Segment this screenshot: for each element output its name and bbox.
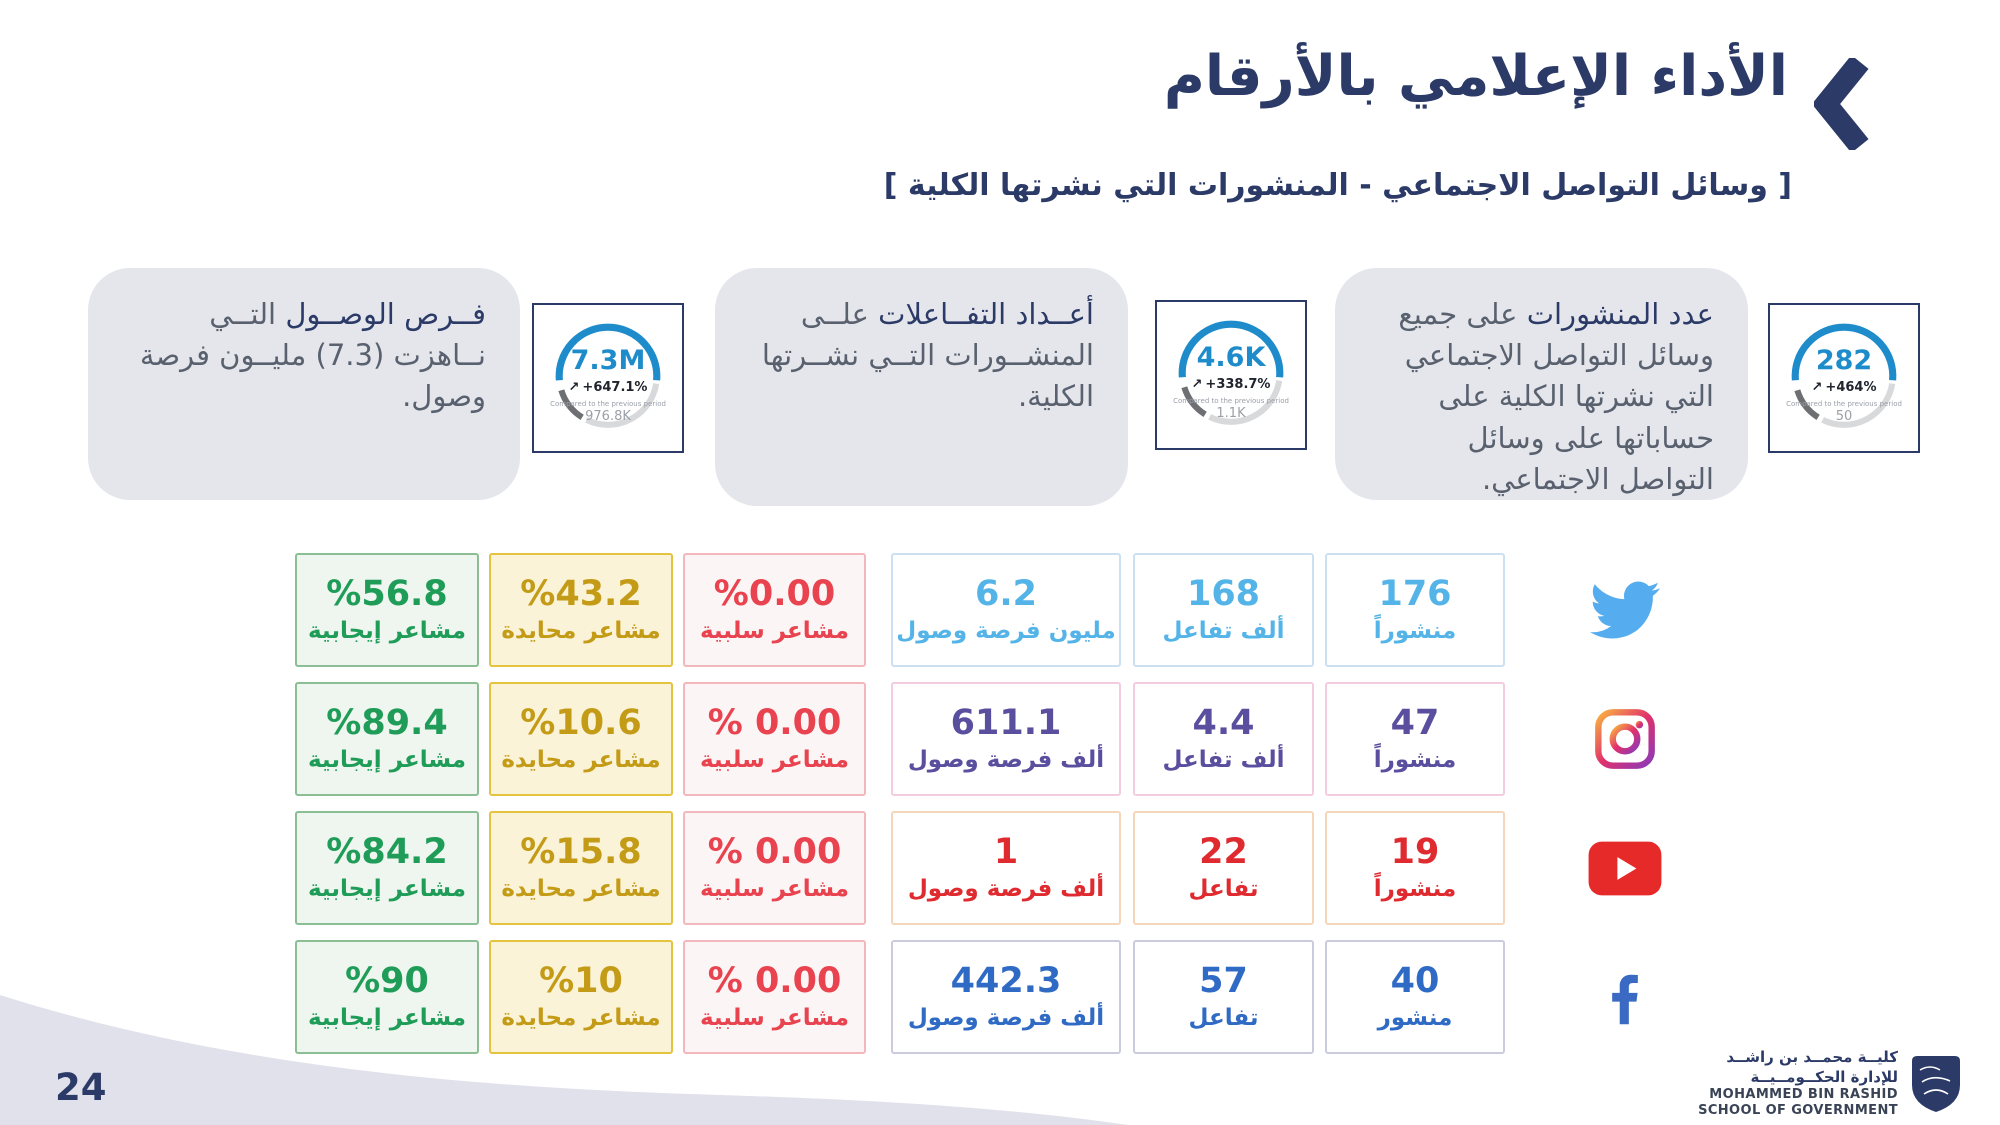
neutral-value: %10.6: [520, 703, 642, 743]
reach-gauge-change-value: +647.1%: [582, 380, 648, 395]
reach-value: 611.1: [950, 703, 1062, 743]
twitter-negative-card: [683, 553, 866, 667]
interactions-summary-body: علــى المنشــورات التــي نشــرتها الكلية.: [761, 297, 1094, 414]
interactions-gauge-previous: 1.1K: [1216, 406, 1246, 421]
logo-arabic-line2: للإدارة الحكــومــيــة: [1750, 1067, 1898, 1086]
trend-up-icon: ↗: [1191, 377, 1203, 392]
posts-gauge-change: [1812, 381, 1877, 394]
posts-label: منشوراً: [1373, 618, 1457, 644]
negative-value: % 0.00: [707, 703, 842, 743]
interactions-gauge-value: 4.6K: [1196, 342, 1266, 373]
logo-english-line1: MOHAMMED BIN RASHID: [1709, 1087, 1898, 1102]
youtube-positive-card: [295, 811, 479, 925]
logo-arabic-line1: كليــة محمــد بن راشــد: [1726, 1048, 1898, 1066]
negative-label: مشاعر سلبية: [699, 1005, 850, 1031]
facebook-interactions-card: [1133, 940, 1314, 1054]
reach-value: 1: [993, 832, 1019, 872]
posts-summary-box: [1335, 268, 1748, 500]
posts-label: منشوراً: [1373, 747, 1457, 773]
negative-value: % 0.00: [707, 832, 842, 872]
interactions-label: ألف تفاعل: [1162, 618, 1285, 644]
interactions-value: 168: [1186, 574, 1261, 614]
reach-value: 6.2: [974, 574, 1037, 614]
negative-label: مشاعر سلبية: [699, 618, 850, 644]
posts-summary-text: [1369, 294, 1714, 500]
instagram-icon: [1572, 682, 1678, 796]
interactions-summary-box: [715, 268, 1128, 506]
positive-label: مشاعر إيجابية: [307, 1005, 466, 1031]
interactions-label: ألف تفاعل: [1162, 747, 1285, 773]
instagram-interactions-card: [1133, 682, 1314, 796]
posts-gauge-previous: 50: [1835, 409, 1853, 424]
reach-gauge-value: 7.3M: [570, 345, 646, 376]
youtube-icon: [1572, 811, 1678, 925]
interactions-value: 22: [1199, 832, 1248, 872]
positive-value: %90: [345, 961, 429, 1001]
logo-english-line2: SCHOOL OF GOVERNMENT: [1698, 1103, 1898, 1119]
posts-gauge-value: 282: [1815, 345, 1873, 376]
neutral-value: %15.8: [520, 832, 642, 872]
interactions-gauge-card: [1155, 300, 1307, 450]
instagram-neutral-card: [489, 682, 673, 796]
trend-up-icon: ↗: [1811, 380, 1823, 395]
interactions-value: 57: [1199, 961, 1248, 1001]
posts-value: 176: [1378, 574, 1452, 614]
interactions-label: تفاعل: [1188, 876, 1259, 902]
reach-label: ألف فرصة وصول: [907, 1005, 1105, 1031]
posts-label: منشور: [1377, 1005, 1453, 1031]
instagram-reach-card: [891, 682, 1121, 796]
negative-label: مشاعر سلبية: [699, 876, 850, 902]
youtube-posts-card: [1325, 811, 1505, 925]
page-title: الأداء الإعلامي بالأرقام: [1163, 44, 1788, 109]
posts-gauge-change-value: +464%: [1825, 380, 1877, 395]
neutral-value: %10: [539, 961, 623, 1001]
posts-gauge-card: [1768, 303, 1920, 453]
trend-up-icon: ↗: [568, 380, 580, 395]
shield-emblem-icon: [1910, 1054, 1962, 1114]
page-number: 24: [55, 1066, 107, 1109]
reach-summary-body: التــي نــاهزت (7.3) مليــون فرصة وصول.: [139, 297, 486, 414]
positive-value: %89.4: [326, 703, 448, 743]
twitter-posts-card: [1325, 553, 1505, 667]
youtube-neutral-card: [489, 811, 673, 925]
reach-gauge-change: [569, 381, 648, 394]
corner-wave-decoration: [0, 990, 1130, 1125]
twitter-reach-card: [891, 553, 1121, 667]
instagram-positive-card: [295, 682, 479, 796]
youtube-interactions-card: [1133, 811, 1314, 925]
interactions-summary-text: [749, 294, 1094, 418]
reach-summary-text: [122, 294, 486, 418]
neutral-label: مشاعر محايدة: [501, 876, 661, 902]
chevron-left-icon: [1814, 58, 1872, 150]
interactions-value: 4.4: [1192, 703, 1255, 743]
posts-summary-highlight: عدد المنشورات: [1526, 297, 1714, 331]
interactions-gauge-change-value: +338.7%: [1205, 377, 1271, 392]
twitter-icon: [1572, 553, 1678, 667]
reach-gauge-card: [532, 303, 684, 453]
reach-gauge-previous: 976.8K: [585, 409, 631, 424]
negative-value: %0.00: [713, 574, 836, 614]
posts-gauge-compare-label: Compared to the previous period: [1786, 400, 1902, 408]
reach-label: مليون فرصة وصول: [896, 618, 1116, 644]
posts-value: 47: [1390, 703, 1440, 743]
neutral-label: مشاعر محايدة: [501, 1005, 661, 1031]
interactions-label: تفاعل: [1188, 1005, 1259, 1031]
neutral-value: %43.2: [520, 574, 642, 614]
instagram-posts-card: [1325, 682, 1505, 796]
reach-label: ألف فرصة وصول: [907, 876, 1105, 902]
posts-value: 19: [1390, 832, 1440, 872]
posts-value: 40: [1390, 961, 1440, 1001]
twitter-neutral-card: [489, 553, 673, 667]
facebook-posts-card: [1325, 940, 1505, 1054]
twitter-interactions-card: [1133, 553, 1314, 667]
reach-summary-box: [88, 268, 520, 500]
youtube-negative-card: [683, 811, 866, 925]
reach-gauge-compare-label: Compared to the previous period: [550, 400, 666, 408]
interactions-gauge-change: [1192, 378, 1271, 391]
posts-summary-body: على جميع وسائل التواصل الاجتماعي التي نشرتها الكلية على حساباتها على وسائل التواصل الاجتماعي.: [1398, 297, 1714, 496]
positive-value: %56.8: [326, 574, 448, 614]
negative-value: % 0.00: [707, 961, 842, 1001]
youtube-reach-card: [891, 811, 1121, 925]
interactions-summary-highlight: أعــداد التفــاعلات: [878, 297, 1094, 331]
positive-value: %84.2: [326, 832, 448, 872]
reach-value: 442.3: [950, 961, 1062, 1001]
positive-label: مشاعر إيجابية: [307, 876, 466, 902]
mbrsg-logo: [1698, 1048, 1962, 1120]
positive-label: مشاعر إيجابية: [307, 747, 466, 773]
positive-label: مشاعر إيجابية: [307, 618, 466, 644]
neutral-label: مشاعر محايدة: [501, 618, 661, 644]
twitter-positive-card: [295, 553, 479, 667]
instagram-negative-card: [683, 682, 866, 796]
posts-label: منشوراً: [1373, 876, 1457, 902]
interactions-gauge-compare-label: Compared to the previous period: [1173, 397, 1289, 405]
negative-label: مشاعر سلبية: [699, 747, 850, 773]
page-subtitle: [ وسائل التواصل الاجتماعي - المنشورات التي نشرتها الكلية ]: [883, 168, 1792, 203]
facebook-icon: [1572, 940, 1678, 1054]
reach-label: ألف فرصة وصول: [907, 747, 1105, 773]
reach-summary-highlight: فــرص الوصــول: [285, 297, 486, 331]
neutral-label: مشاعر محايدة: [501, 747, 661, 773]
